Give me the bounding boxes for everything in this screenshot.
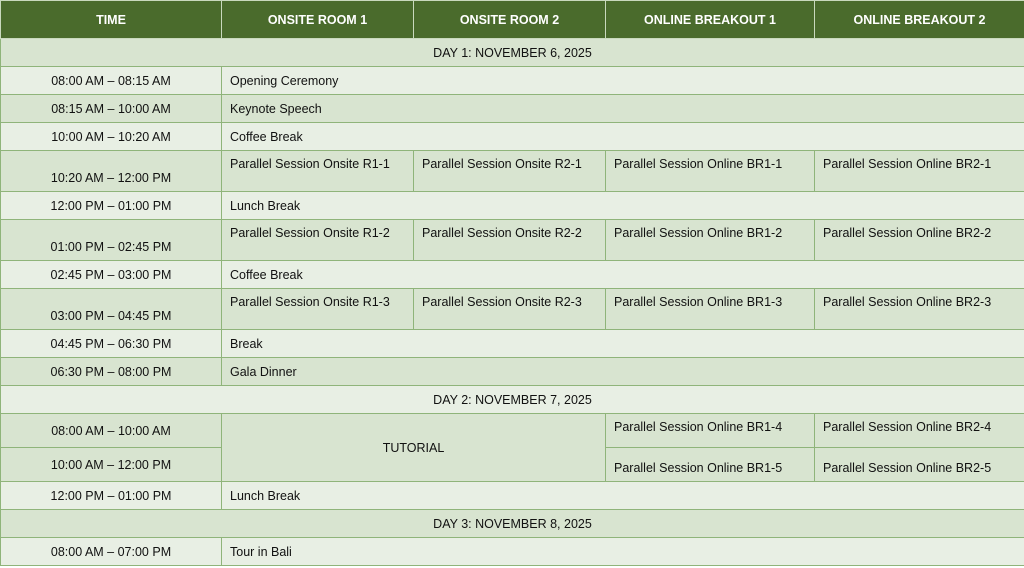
col-header-onsite-room-1: ONSITE ROOM 1 [222,1,414,39]
session-cell: Parallel Session Online BR2-3 [815,289,1024,330]
day-header-row [1,510,1024,538]
time-cell: 03:00 PM – 04:45 PM [1,289,222,330]
day-header-row [1,386,1024,414]
table-row [1,123,1024,151]
session-cell: Parallel Session Onsite R1-3 [222,289,414,330]
time-cell: 01:00 PM – 02:45 PM [1,220,222,261]
time-cell: 08:00 AM – 08:15 AM [1,67,222,95]
table-row [1,482,1024,510]
time-cell: 02:45 PM – 03:00 PM [1,261,222,289]
col-header-onsite-room-2: ONSITE ROOM 2 [414,1,606,39]
session-cell: Parallel Session Online BR2-4 [815,414,1024,448]
tutorial-cell: TUTORIAL [222,414,606,482]
col-header-online-breakout-1: ONLINE BREAKOUT 1 [606,1,815,39]
day-label: DAY 1: NOVEMBER 6, 2025 [1,39,1024,67]
event-cell: Keynote Speech [222,95,1024,123]
table-row [1,414,1024,448]
event-cell: Tour in Bali [222,538,1024,566]
time-cell: 06:30 PM – 08:00 PM [1,358,222,386]
session-cell: Parallel Session Onsite R1-1 [222,151,414,192]
session-cell: Parallel Session Onsite R2-2 [414,220,606,261]
session-cell: Parallel Session Onsite R2-1 [414,151,606,192]
event-cell: Coffee Break [222,123,1024,151]
time-cell: 08:15 AM – 10:00 AM [1,95,222,123]
table-row [1,151,1024,192]
table-row [1,330,1024,358]
table-row [1,220,1024,261]
time-cell: 08:00 AM – 07:00 PM [1,538,222,566]
session-cell: Parallel Session Online BR1-2 [606,220,815,261]
time-cell: 10:20 AM – 12:00 PM [1,151,222,192]
session-cell: Parallel Session Onsite R2-3 [414,289,606,330]
time-cell: 10:00 AM – 12:00 PM [1,448,222,482]
time-cell: 10:00 AM – 10:20 AM [1,123,222,151]
day-label: DAY 3: NOVEMBER 8, 2025 [1,510,1024,538]
event-cell: Coffee Break [222,261,1024,289]
day-header-row [1,39,1024,67]
session-cell: Parallel Session Online BR1-3 [606,289,815,330]
session-cell: Parallel Session Onsite R1-2 [222,220,414,261]
session-cell: Parallel Session Online BR1-5 [606,448,815,482]
table-row [1,261,1024,289]
time-cell: 04:45 PM – 06:30 PM [1,330,222,358]
table-row [1,538,1024,566]
session-cell: Parallel Session Online BR2-5 [815,448,1024,482]
table-row [1,358,1024,386]
session-cell: Parallel Session Online BR1-4 [606,414,815,448]
event-cell: Break [222,330,1024,358]
col-header-online-breakout-2: ONLINE BREAKOUT 2 [815,1,1024,39]
col-header-time: TIME [1,1,222,39]
table-row [1,289,1024,330]
table-row [1,67,1024,95]
session-cell: Parallel Session Online BR2-1 [815,151,1024,192]
session-cell: Parallel Session Online BR1-1 [606,151,815,192]
event-cell: Lunch Break [222,482,1024,510]
session-cell: Parallel Session Online BR2-2 [815,220,1024,261]
header-row [1,1,1024,39]
event-cell: Opening Ceremony [222,67,1024,95]
table-row [1,95,1024,123]
time-cell: 08:00 AM – 10:00 AM [1,414,222,448]
day-label: DAY 2: NOVEMBER 7, 2025 [1,386,1024,414]
event-cell: Gala Dinner [222,358,1024,386]
event-cell: Lunch Break [222,192,1024,220]
time-cell: 12:00 PM – 01:00 PM [1,192,222,220]
table-row [1,192,1024,220]
time-cell: 12:00 PM – 01:00 PM [1,482,222,510]
